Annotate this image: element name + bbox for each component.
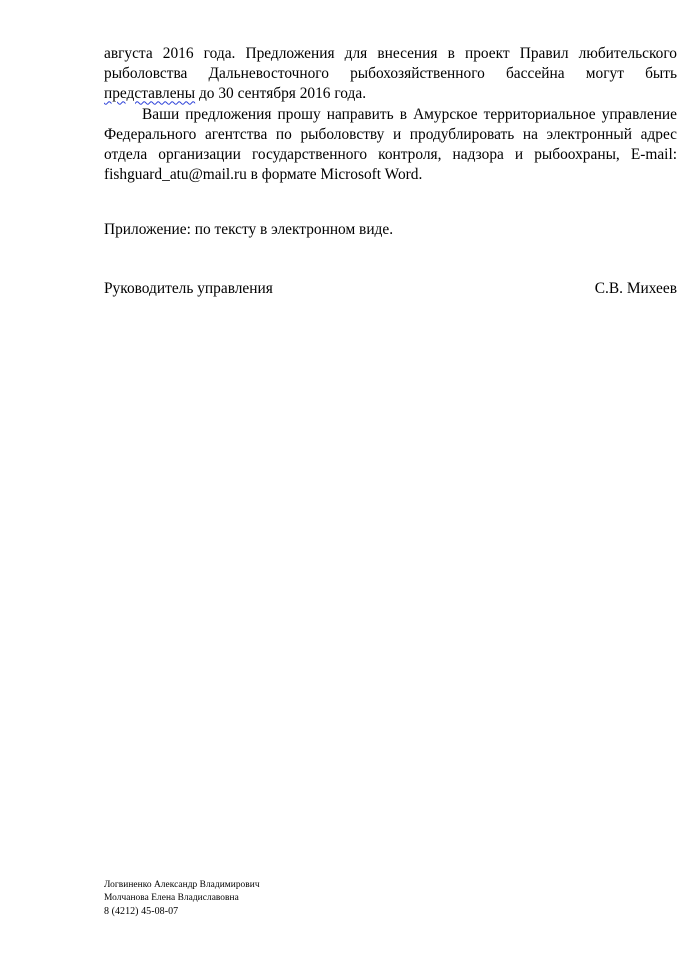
spellcheck-flagged-word: представлены bbox=[104, 85, 196, 103]
spacer-before-attachment bbox=[104, 185, 677, 220]
footer-contact-name-primary: Логвиненко Александр Владимирович bbox=[104, 880, 260, 890]
footer-contact-block bbox=[104, 879, 524, 919]
paragraph-continuation bbox=[104, 44, 677, 105]
paragraph-2-text: Ваши предложения прошу направить в Амурское территориальное управление Федерального агентства по рыболовству и продублировать на электронный адрес отдела организации государственного контроля, надзора и рыбоохраны, E-mail: fishguard_atu@mail.ru в формате Microsoft Word. bbox=[104, 105, 677, 184]
attachment-note bbox=[104, 220, 677, 240]
footer-phone-number: 8 (4212) 45-08-07 bbox=[104, 906, 179, 918]
signature-role-label: Руководитель управления bbox=[104, 279, 273, 297]
footer-contact-name-secondary: Молчанова Елена Владиславовна bbox=[104, 893, 239, 904]
signature-block bbox=[104, 279, 677, 299]
attachment-note-text: Приложение: по тексту в электронном виде. bbox=[104, 221, 394, 239]
paragraph-1-tail-text: до 30 сентября 2016 года. bbox=[195, 85, 367, 103]
paragraph-proposals-instruction bbox=[104, 105, 677, 186]
document-body bbox=[104, 44, 677, 299]
paragraph-1-lead-text: августа 2016 года. Предложения для внесения в проект Правил любительского рыболовства Дальневосточного рыбохозяйственного бассейна могут быть bbox=[104, 45, 677, 83]
spacer-before-signature bbox=[104, 241, 677, 279]
signature-name-label: С.В. Михеев bbox=[594, 279, 677, 297]
